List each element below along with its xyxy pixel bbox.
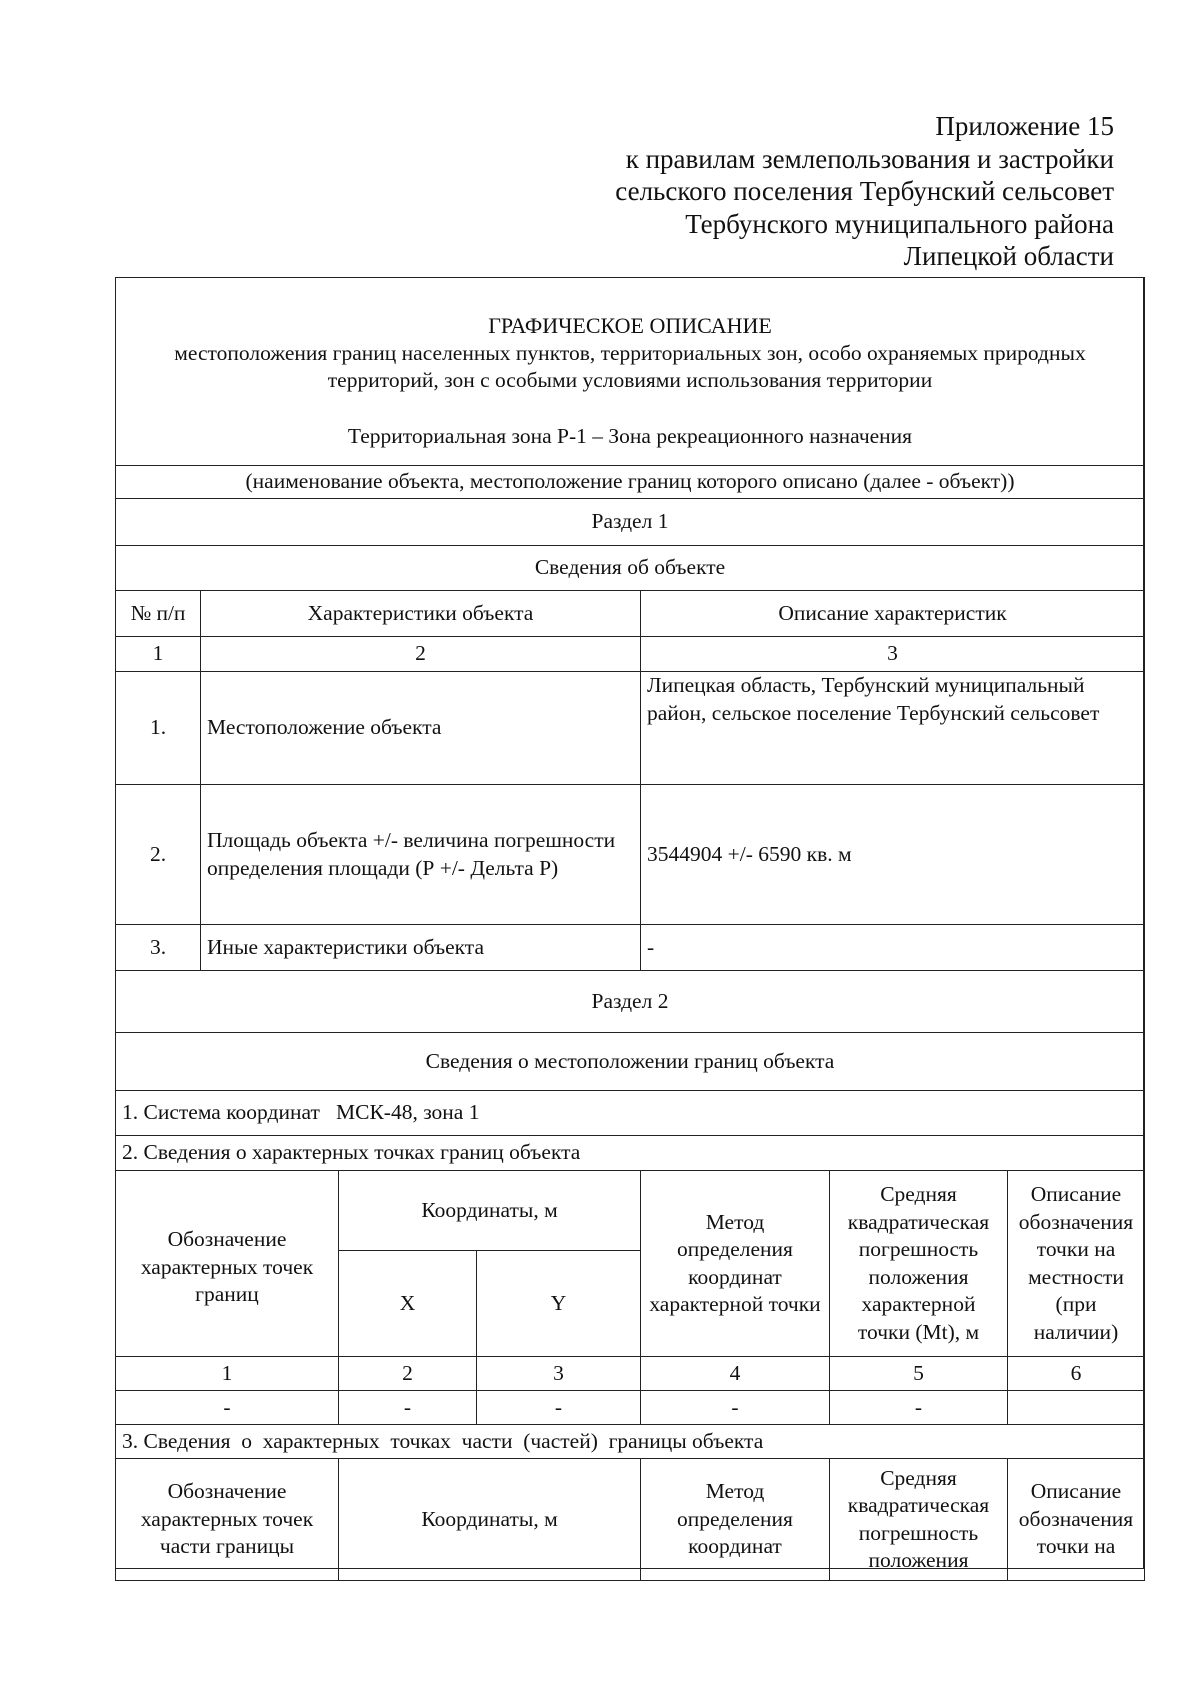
row-number: 1. — [116, 672, 201, 785]
column-header-description: Описание характеристик — [641, 591, 1145, 637]
points-col-method: Метод определения координат характерной точки — [641, 1171, 830, 1357]
points-cell: - — [641, 1391, 830, 1425]
section1-label: Раздел 1 — [116, 499, 1145, 546]
row-number: 2. — [116, 785, 201, 925]
graphic-description-table — [115, 277, 1145, 1581]
header-line-4: Тербунского муниципального района — [685, 208, 1114, 239]
column-header-characteristics: Характеристики объекта — [201, 591, 641, 637]
points-col-x: X — [339, 1251, 477, 1357]
parts-col-description: Описание обозначения точки на — [1008, 1459, 1145, 1581]
points-column-number: 2 — [339, 1357, 477, 1391]
points-col-designation: Обозначение характерных точек границ — [116, 1171, 339, 1357]
points-col-error: Средняя квадратическая погрешность положения характерной точки (Mt), м — [830, 1171, 1008, 1357]
points-col-y: Y — [477, 1251, 641, 1357]
header-line-5: Липецкой области — [903, 241, 1114, 271]
points-column-number: 4 — [641, 1357, 830, 1391]
coordinate-system: 1. Система координат МСК-48, зона 1 — [116, 1091, 1145, 1136]
boundary-points-heading: 2. Сведения о характерных точках границ объекта — [116, 1136, 1145, 1171]
points-column-number: 5 — [830, 1357, 1008, 1391]
characteristic-area: Площадь объекта +/- величина погрешности определения площади (Р +/- Дельта Р) — [201, 785, 641, 925]
part-points-heading: 3. Сведения о характерных точках части (частей) границы объекта — [116, 1425, 1145, 1459]
header-line-2: к правилам землепользования и застройки — [625, 143, 1114, 174]
section2-label: Раздел 2 — [116, 971, 1145, 1033]
section2-heading: Сведения о местоположении границ объекта — [116, 1033, 1145, 1091]
characteristic-location: Местоположение объекта — [201, 672, 641, 785]
description-other: - — [641, 925, 1145, 971]
column-number: 1 — [116, 637, 201, 672]
points-column-number: 1 — [116, 1357, 339, 1391]
document-header — [615, 110, 1114, 273]
points-col-coordinates: Координаты, м — [339, 1171, 641, 1251]
points-column-number: 6 — [1008, 1357, 1145, 1391]
characteristic-other: Иные характеристики объекта — [201, 925, 641, 971]
appendix-number: Приложение 15 — [935, 111, 1114, 141]
title-cell — [116, 278, 1145, 466]
points-cell — [1008, 1391, 1145, 1425]
zone-name: Территориальная зона Р-1 – Зона рекреационного назначения — [347, 423, 913, 448]
section1-heading: Сведения об объекте — [116, 546, 1145, 591]
parts-col-designation: Обозначение характерных точек части границы — [116, 1459, 339, 1581]
points-column-number: 3 — [477, 1357, 641, 1391]
points-col-description: Описание обозначения точки на местности (при наличии) — [1008, 1171, 1145, 1357]
description-area: 3544904 +/- 6590 кв. м — [641, 785, 1145, 925]
parts-col-error: Средняя квадратическая погрешность положения — [830, 1459, 1008, 1581]
row-number: 3. — [116, 925, 201, 971]
points-cell: - — [339, 1391, 477, 1425]
document-subtitle: местоположения границ населенных пунктов, территориальных зон, особо охраняемых природных территорий, зон с особыми условиями использования территории — [174, 340, 1086, 392]
object-name-note: (наименование объекта, местоположение границ которого описано (далее - объект)) — [116, 466, 1145, 499]
points-cell: - — [116, 1391, 339, 1425]
document-title: ГРАФИЧЕСКОЕ ОПИСАНИЕ — [488, 313, 772, 338]
column-number: 2 — [201, 637, 641, 672]
points-cell: - — [830, 1391, 1008, 1425]
column-number: 3 — [641, 637, 1145, 672]
points-cell: - — [477, 1391, 641, 1425]
description-location: Липецкая область, Тербунский муниципальный район, сельское поселение Тербунский сельсовет — [641, 672, 1145, 785]
parts-col-method: Метод определения координат — [641, 1459, 830, 1581]
column-header-number: № п/п — [116, 591, 201, 637]
parts-col-coordinates: Координаты, м — [339, 1459, 641, 1581]
header-line-3: сельского поселения Тербунский сельсовет — [615, 176, 1114, 206]
